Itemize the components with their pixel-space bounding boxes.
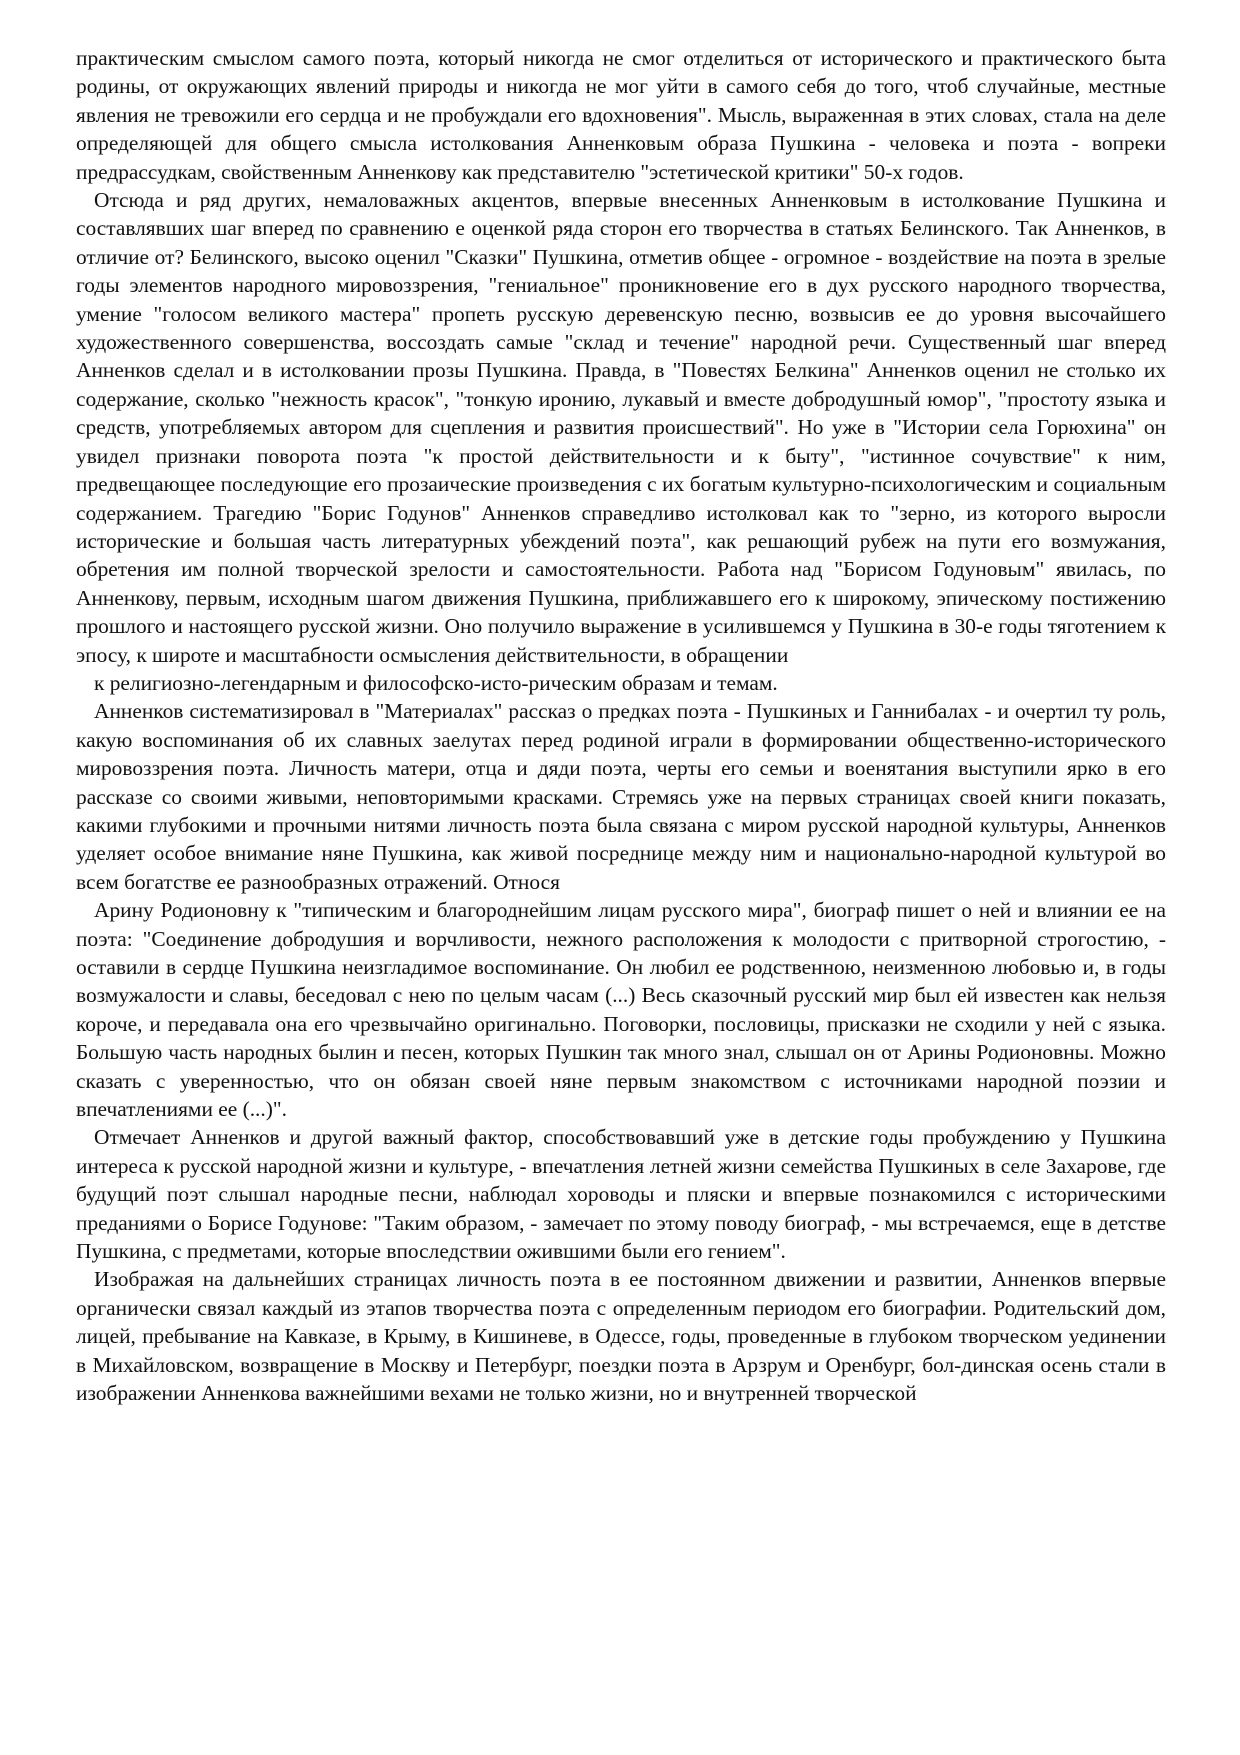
paragraph: Изображая на дальнейших страницах личность поэта в ее постоянном движении и развитии, Анненков впервые органически связал каждый из этапов творчества поэта с определенным периодом его биографии. Родительский дом, лицей, пребывание на Кавказе, в Крыму, в Кишиневе, в Одессе, годы, проведенные в глубоком творческом уединении в Михайловском, возвращение в Москву и Петербург, поездки поэта в Арзрум и Оренбург, бол-динская осень стали в изображении Анненкова важнейшими вехами не только жизни, но и внутренней творческой [76,1267,1166,1406]
paragraph: к религиозно-легендарным и философско-исто-рическим образам и темам. [94,670,778,695]
paragraph: Отсюда и ряд других, немаловажных акцентов, впервые внесенных Анненковым в истолкование Пушкина и составлявших шаг вперед по сравнению е оценкой ряда сторон его творчества в статьях Белинского. Так Анненков, в отличие от? Белинского, высоко оценил "Сказки" Пушкина, отметив общее - огромное - воздействие на поэта в зрелые годы элементов народного мировоззрения, "гениальное" проникновение его в дух русского народного творчества, умение "голосом великого мастера" пропеть русскую деревенскую песню, возвысив ее до уровня высочайшего художественного совершенства, воссоздать самые "склад и течение" народной речи. Существенный шаг вперед Анненков сделал и в истолковании прозы Пушкина. Правда, в "Повестях Белкина" Анненков оценил не столько их содержание, сколько "нежность красок", "тонкую иронию, лукавый и вместе добродушный юмор", "простоту языка и средств, употребляемых автором для сцепления и развития происшествий". Но уже в "Истории села Горюхина" он увидел признаки поворота поэта "к простой действительности и к быту", "истинное сочувствие" к ним, предвещающее последующие его прозаические произведения с их богатым культурно-психологическим и социальным содержанием. Трагедию "Борис Годунов" Анненков справедливо истолковал как то "зерно, из которого выросли исторические и большая часть литературных убеждений поэта", как решающий рубеж на пути его возмужания, обретения им полной творческой зрелости и самостоятельности. Работа над "Борисом Годуновым" явилась, по Анненкову, первым, исходным шагом движения Пушкина, приближавшего его к широкому, эпическому постижению прошлого и настоящего русской жизни. Оно получило выражение в усилившемся у Пушкина в 30-е годы тяготением к эпосу, к широте и масштабности осмысления действительности, в обращении [76,188,1166,667]
paragraph: Отмечает Анненков и другой важный фактор, способствовавший уже в детские годы пробуждению у Пушкина интереса к русской народной жизни и культуре, - впечатления летней жизни семейства Пушкиных в селе Захарове, где будущий поэт слышал народные песни, наблюдал хороводы и пляски и впервые познакомился с историческими преданиями о Борисе Годунове: "Таким образом, - замечает по этому поводу биограф, - мы встречаемся, еще в детстве Пушкина, с предметами, которые впоследствии ожившими были его гением". [76,1125,1166,1264]
paragraph: Арину Родионовну к "типическим и благороднейшим лицам русского мира", биограф пишет о ней и влиянии ее на поэта: "Соединение добродушия и ворчливости, нежного расположения к молодости с притворной строгостию, - оставили в сердце Пушкина неизгладимое воспоминание. Он любил ее родственною, неизменною любовью и, в годы возмужалости и славы, беседовал с нею по целым часам (...) Весь сказочный русский мир был ей известен как нельзя короче, и передавала она его чрезвычайно оригинально. Поговорки, пословицы, присказки не сходили у ней с языка. Большую часть народных былин и песен, которых Пушкин так много знал, слышал он от Арины Родионовны. Можно сказать с уверенностью, что он обязан своей няне первым знакомством с источниками народной поэзии и впечатлениями ее (...)". [76,898,1166,1122]
paragraph: практическим смыслом самого поэта, который никогда не смог отделиться от исторического и практического быта родины, от окружающих явлений природы и никогда не мог уйти в самого себя до того, чтоб случайные, местные явления не тревожили его сердца и не пробуждали его вдохновения". Мысль, выраженная в этих словах, стала на деле определяющей для общего смысла истолкования Анненковым образа Пушкина - человека и поэта - вопреки предрассудкам, свойственным Анненкову как представителю "эстетической критики" 50-х годов. [76,46,1166,184]
paragraph: Анненков систематизировал в "Материалах" рассказ о предках поэта - Пушкиных и Ганнибалах - и очертил ту роль, какую воспоминания об их славных заелутах перед родиной играли в формировании общественно-исторического мировоззрения поэта. Личность матери, отца и дяди поэта, черты его семьи и военятания выступили ярко в его рассказе со своими живыми, неповторимыми красками. Стремясь уже на первых страницах своей книги показать, какими глубокими и прочными нитями личность поэта была связана с миром русской народной культуры, Анненков уделяет особое внимание няне Пушкина, как живой посреднице между ним и национально-народной культурой во всем богатстве ее разнообразных отражений. Относя [76,699,1166,894]
